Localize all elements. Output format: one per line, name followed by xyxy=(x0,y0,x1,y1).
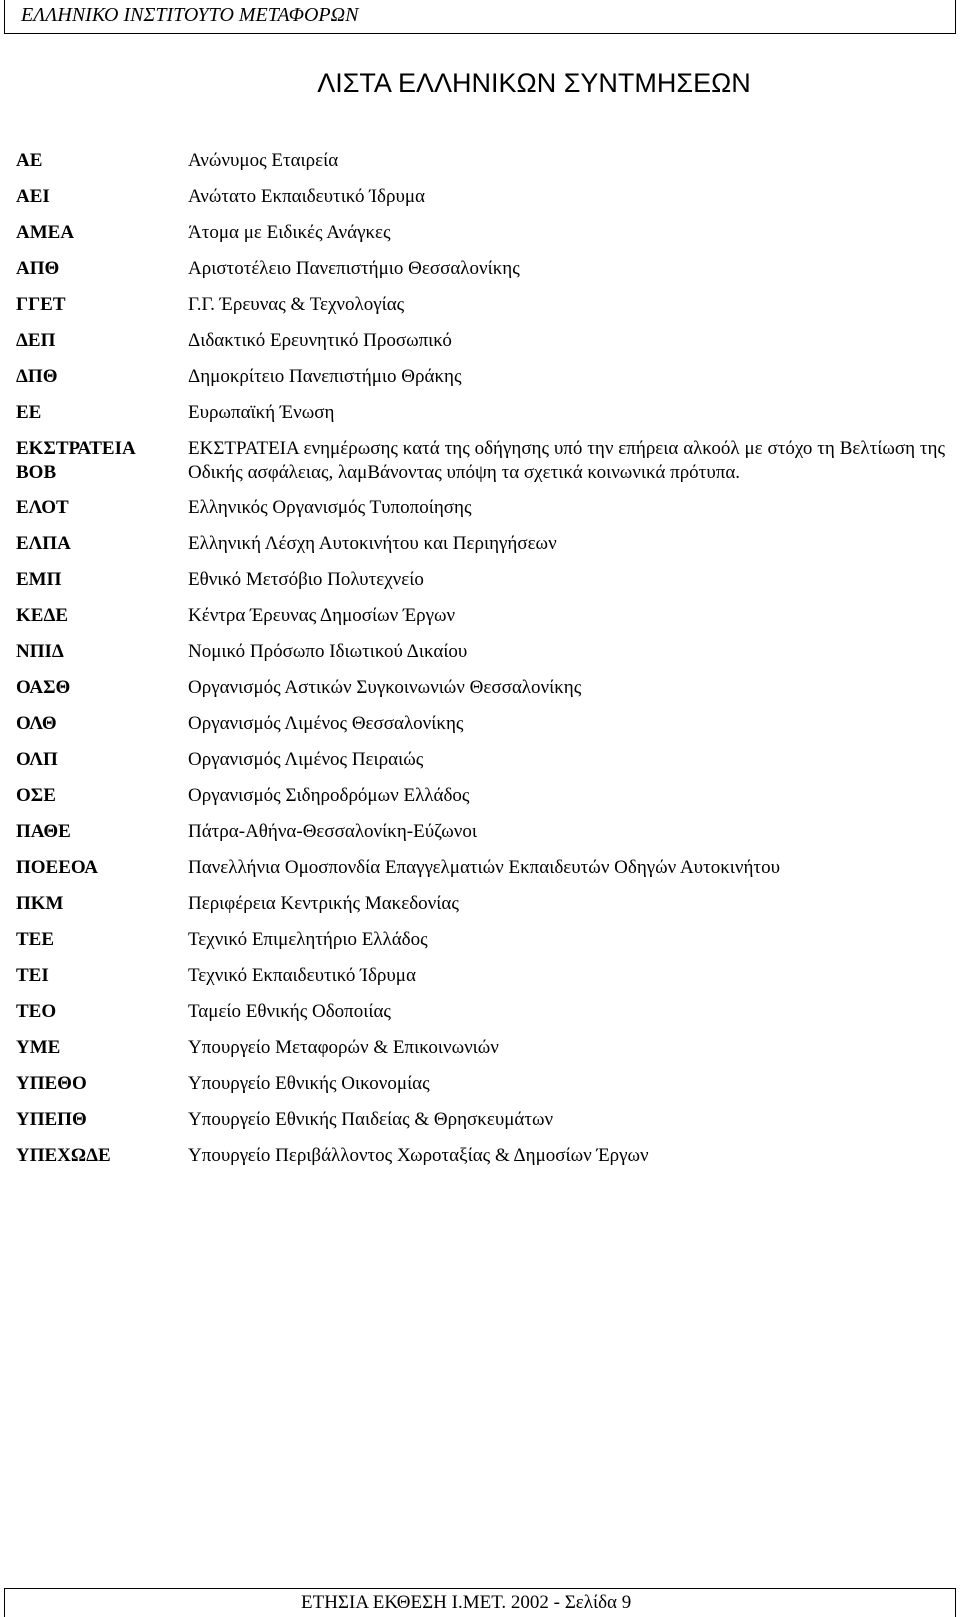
abbreviation-description: Γ.Γ. Έρευνας & Τεχνολογίας xyxy=(188,294,405,315)
abbreviation-description: Εθνικό Μετσόβιο Πολυτεχνείο xyxy=(188,569,424,590)
abbreviation-term: ΟΛΠ xyxy=(16,749,58,770)
abbreviation-description: Ταμείο Εθνικής Οδοποιίας xyxy=(188,1001,391,1022)
abbreviation-description: Οργανισμός Λιμένος Θεσσαλονίκης xyxy=(188,713,464,734)
footer-text: ΕΤΗΣΙΑ ΕΚΘΕΣΗ Ι.ΜΕΤ. 2002 - Σελίδα 9 xyxy=(301,1592,632,1613)
abbreviation-description: Οργανισμός Σιδηροδρόμων Ελλάδος xyxy=(188,785,470,806)
header-institute-name: ΕΛΛΗΝΙΚΟ ΙΝΣΤΙΤΟΥΤΟ ΜΕΤΑΦΟΡΩΝ xyxy=(21,4,359,26)
abbreviation-term: ΕΛΠΑ xyxy=(16,533,71,554)
abbreviation-description: Οργανισμός Λιμένος Πειραιώς xyxy=(188,749,424,770)
abbreviation-term: ΕΕ xyxy=(16,402,42,423)
abbreviation-description: Ελληνικός Οργανισμός Τυποποίησης xyxy=(188,497,472,518)
abbreviation-description: Άτομα με Ειδικές Ανάγκες xyxy=(188,222,391,243)
abbreviation-description: Διδακτικό Ερευνητικό Προσωπικό xyxy=(188,330,452,351)
abbreviation-description: Υπουργείο Εθνικής Οικονομίας xyxy=(188,1073,430,1094)
abbreviation-description: Υπουργείο Μεταφορών & Επικοινωνιών xyxy=(188,1037,499,1058)
abbreviation-term: ΑΠΘ xyxy=(16,258,60,279)
abbreviation-term: ΑΜΕΑ xyxy=(16,222,75,243)
abbreviation-term: ΤΕΟ xyxy=(16,1001,57,1022)
abbreviation-term: ΕΚΣΤΡΑΤΕΙΑ ΒΟΒ xyxy=(16,438,135,483)
abbreviation-term: ΥΠΕΧΩΔΕ xyxy=(16,1145,111,1166)
abbreviation-description: Αριστοτέλειο Πανεπιστήμιο Θεσσαλονίκης xyxy=(188,258,520,279)
abbreviation-description: Υπουργείο Εθνικής Παιδείας & Θρησκευμάτων xyxy=(188,1109,554,1130)
abbreviation-term: ΑΕΙ xyxy=(16,186,50,207)
abbreviation-term: ΓΓΕΤ xyxy=(16,294,66,315)
abbreviation-term: ΠΑΘΕ xyxy=(16,821,71,842)
abbreviation-description: Πανελλήνια Ομοσπονδία Επαγγελματιών Εκπαιδευτών Οδηγών Αυτοκινήτου xyxy=(188,857,780,878)
abbreviation-description: Τεχνικό Εκπαιδευτικό Ίδρυμα xyxy=(188,965,416,986)
abbreviation-description: Ελληνική Λέσχη Αυτοκινήτου και Περιηγήσεων xyxy=(188,533,557,554)
abbreviation-description: Ανώτατο Εκπαιδευτικό Ίδρυμα xyxy=(188,186,426,207)
abbreviation-term: ΑΕ xyxy=(16,150,43,171)
abbreviation-term: ΟΛΘ xyxy=(16,713,57,734)
abbreviation-term: ΥΠΕΠΘ xyxy=(16,1109,87,1130)
abbreviation-term: ΤΕΙ xyxy=(16,965,49,986)
abbreviation-term: ΥΜΕ xyxy=(16,1037,61,1058)
abbreviation-term: ΟΑΣΘ xyxy=(16,677,71,698)
abbreviation-term: ΤΕΕ xyxy=(16,929,55,950)
abbreviation-term: ΕΜΠ xyxy=(16,569,62,590)
abbreviation-description: Περιφέρεια Κεντρικής Μακεδονίας xyxy=(188,893,459,914)
abbreviation-description: Νομικό Πρόσωπο Ιδιωτικού Δικαίου xyxy=(188,641,468,662)
abbreviation-term: ΕΛΟΤ xyxy=(16,497,69,518)
page-footer xyxy=(4,1588,956,1617)
abbreviation-description: Ανώνυμος Εταιρεία xyxy=(188,150,339,171)
abbreviation-description: Τεχνικό Επιμελητήριο Ελλάδος xyxy=(188,929,428,950)
abbreviation-description: Πάτρα-Αθήνα-Θεσσαλονίκη-Εύζωνοι xyxy=(188,821,477,842)
abbreviation-term: ΔΕΠ xyxy=(16,330,56,351)
abbreviation-description: ΕΚΣΤΡΑΤΕΙΑ ενημέρωσης κατά της οδήγησης υπό την επήρεια αλκοόλ με στόχο τη Βελτίωση της Οδικής ασφάλειας, λαμΒάνοντας υπόψη τα σχετικά κοινωνικά πρότυπα. xyxy=(188,438,945,483)
abbreviation-term: ΠΚΜ xyxy=(16,893,64,914)
abbreviation-term: ΟΣΕ xyxy=(16,785,56,806)
page-title: ΛΙΣΤΑ ΕΛΛΗΝΙΚΩΝ ΣΥΝΤΜΗΣΕΩΝ xyxy=(317,68,751,98)
abbreviation-description: Ευρωπαϊκή Ένωση xyxy=(188,402,335,423)
abbreviation-description: Κέντρα Έρευνας Δημοσίων Έργων xyxy=(188,605,456,626)
abbreviation-term: ΔΠΘ xyxy=(16,366,58,387)
abbreviation-term: ΝΠΙΔ xyxy=(16,641,64,662)
abbreviation-term: ΚΕΔΕ xyxy=(16,605,69,626)
abbreviation-term: ΠΟΕΕΟΑ xyxy=(16,857,99,878)
abbreviation-description: Οργανισμός Αστικών Συγκοινωνιών Θεσσαλονίκης xyxy=(188,677,582,698)
abbreviation-description: Υπουργείο Περιβάλλοντος Χωροταξίας & Δημοσίων Έργων xyxy=(188,1145,649,1166)
abbreviation-term: ΥΠΕΘΟ xyxy=(16,1073,87,1094)
abbreviation-description: Δημοκρίτειο Πανεπιστήμιο Θράκης xyxy=(188,366,462,387)
